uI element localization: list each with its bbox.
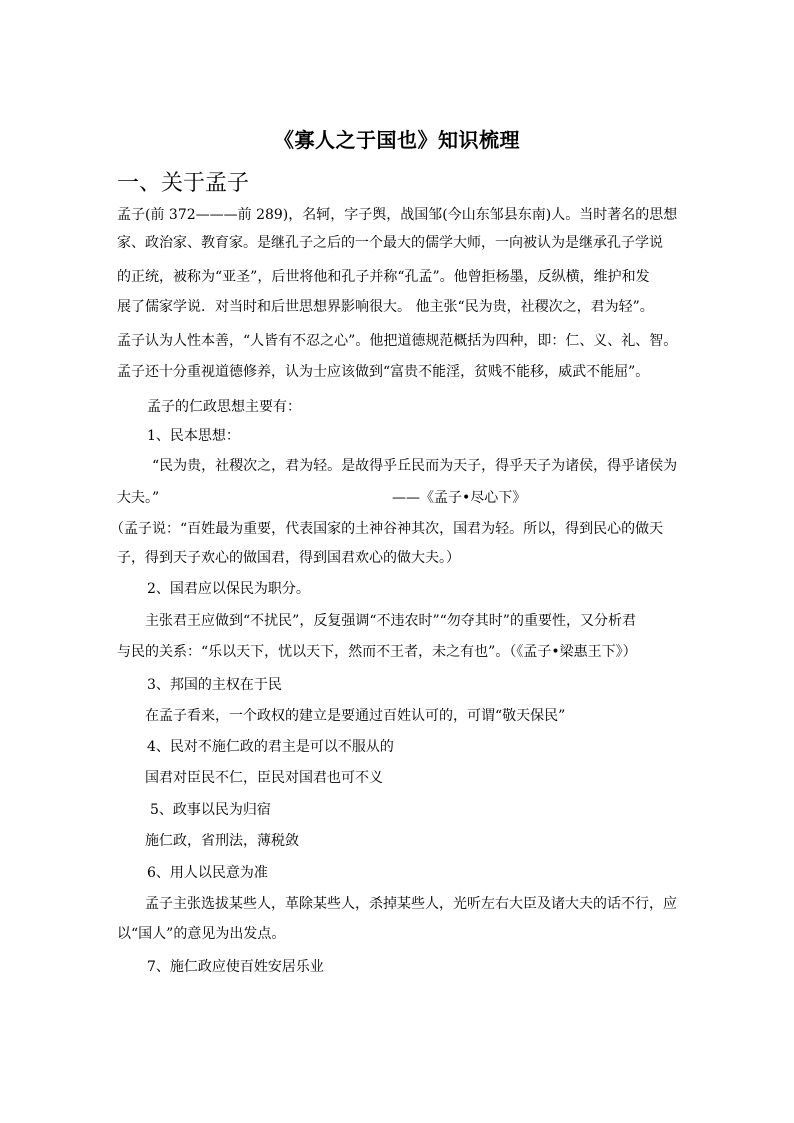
point5-body: 施仁政，省刑法，薄税敛 (145, 833, 299, 849)
point1-quote-line2: 大夫。” (117, 490, 160, 506)
intro-line-6: 孟子还十分重视道德修养，认为士应该做到“富贵不能淫，贫贱不能移，威武不能屈”。 (117, 364, 650, 380)
point1-note-line2: 子，得到天子欢心的做国君，得到国君欢心的做大夫。） (117, 550, 460, 566)
point4-title: 4、民对不施仁政的君主是可以不服从的 (147, 739, 394, 755)
intro-line-5: 孟子认为人性本善，“人皆有不忍之心”。他把道德规范概括为四种，即：仁、义、礼、智。 (117, 333, 677, 349)
point6-body-line1: 孟子主张选拔某些人，革除某些人，杀掉某些人，光听左右大臣及诸大夫的话不行，应 (145, 896, 677, 912)
point1-title: 1、民本思想： (147, 428, 240, 444)
point1-quote-line1: “民为贵，社稷次之，君为轻。是故得乎丘民而为天子，得乎天子为诸侯，得乎诸侯为 (152, 458, 677, 474)
point2-title: 2、国君应以保民为职分。 (147, 581, 310, 597)
intro-line-2: 家、政治家、教育家。是继孔子之后的一个最大的儒学大师，一向被认为是继承孔子学说 (117, 235, 663, 251)
point3-body: 在孟子看来，一个政权的建立是要通过百姓认可的，可谓“敬天保民” (145, 708, 566, 724)
section-heading-about-mencius: 一、关于孟子 (117, 171, 250, 196)
point6-body-line2: 以“国人”的意见为出发点。 (117, 926, 286, 942)
point2-body-line2: 与民的关系：“乐以天下，忧以天下，然而不王者，未之有也”。（《孟子•梁惠王下》） (117, 644, 637, 660)
point1-note-line1: （孟子说：“百姓最为重要，代表国家的土神谷神其次，国君为轻。所以，得到民心的做天 (110, 521, 664, 537)
intro-line-4: 展了儒家学说．对当时和后世思想界影响很大。 他主张“民为贵，社稷次之，君为轻”。 (117, 299, 654, 315)
renzheng-intro: 孟子的仁政思想主要有： (147, 399, 301, 415)
point2-body-line1: 主张君王应做到“不扰民”，反复强调“不违农时”“勿夺其时”的重要性，又分析君 (145, 613, 636, 629)
point4-body: 国君对臣民不仁，臣民对国君也可不义 (145, 770, 383, 786)
intro-line-3: 的正统，被称为“亚圣”，后世将他和孔子并称“孔孟”。他曾拒杨墨，反纵横，维护和发 (117, 269, 650, 285)
point3-title: 3、邦国的主权在于民 (147, 677, 282, 693)
point7-title: 7、施仁政应使百姓安居乐业 (147, 959, 324, 975)
point5-title: 5、政事以民为归宿 (150, 802, 271, 818)
intro-line-1: 孟子(前 372———前 289)，名轲，字子舆，战国邹(今山东邹县东南)人。当时著名的思想 (117, 207, 677, 223)
point6-title: 6、用人以民意为准 (147, 865, 268, 881)
point1-source: ——《孟子•尽心下》 (392, 490, 527, 506)
document-title: 《寡人之于国也》知识梳理 (274, 128, 520, 152)
